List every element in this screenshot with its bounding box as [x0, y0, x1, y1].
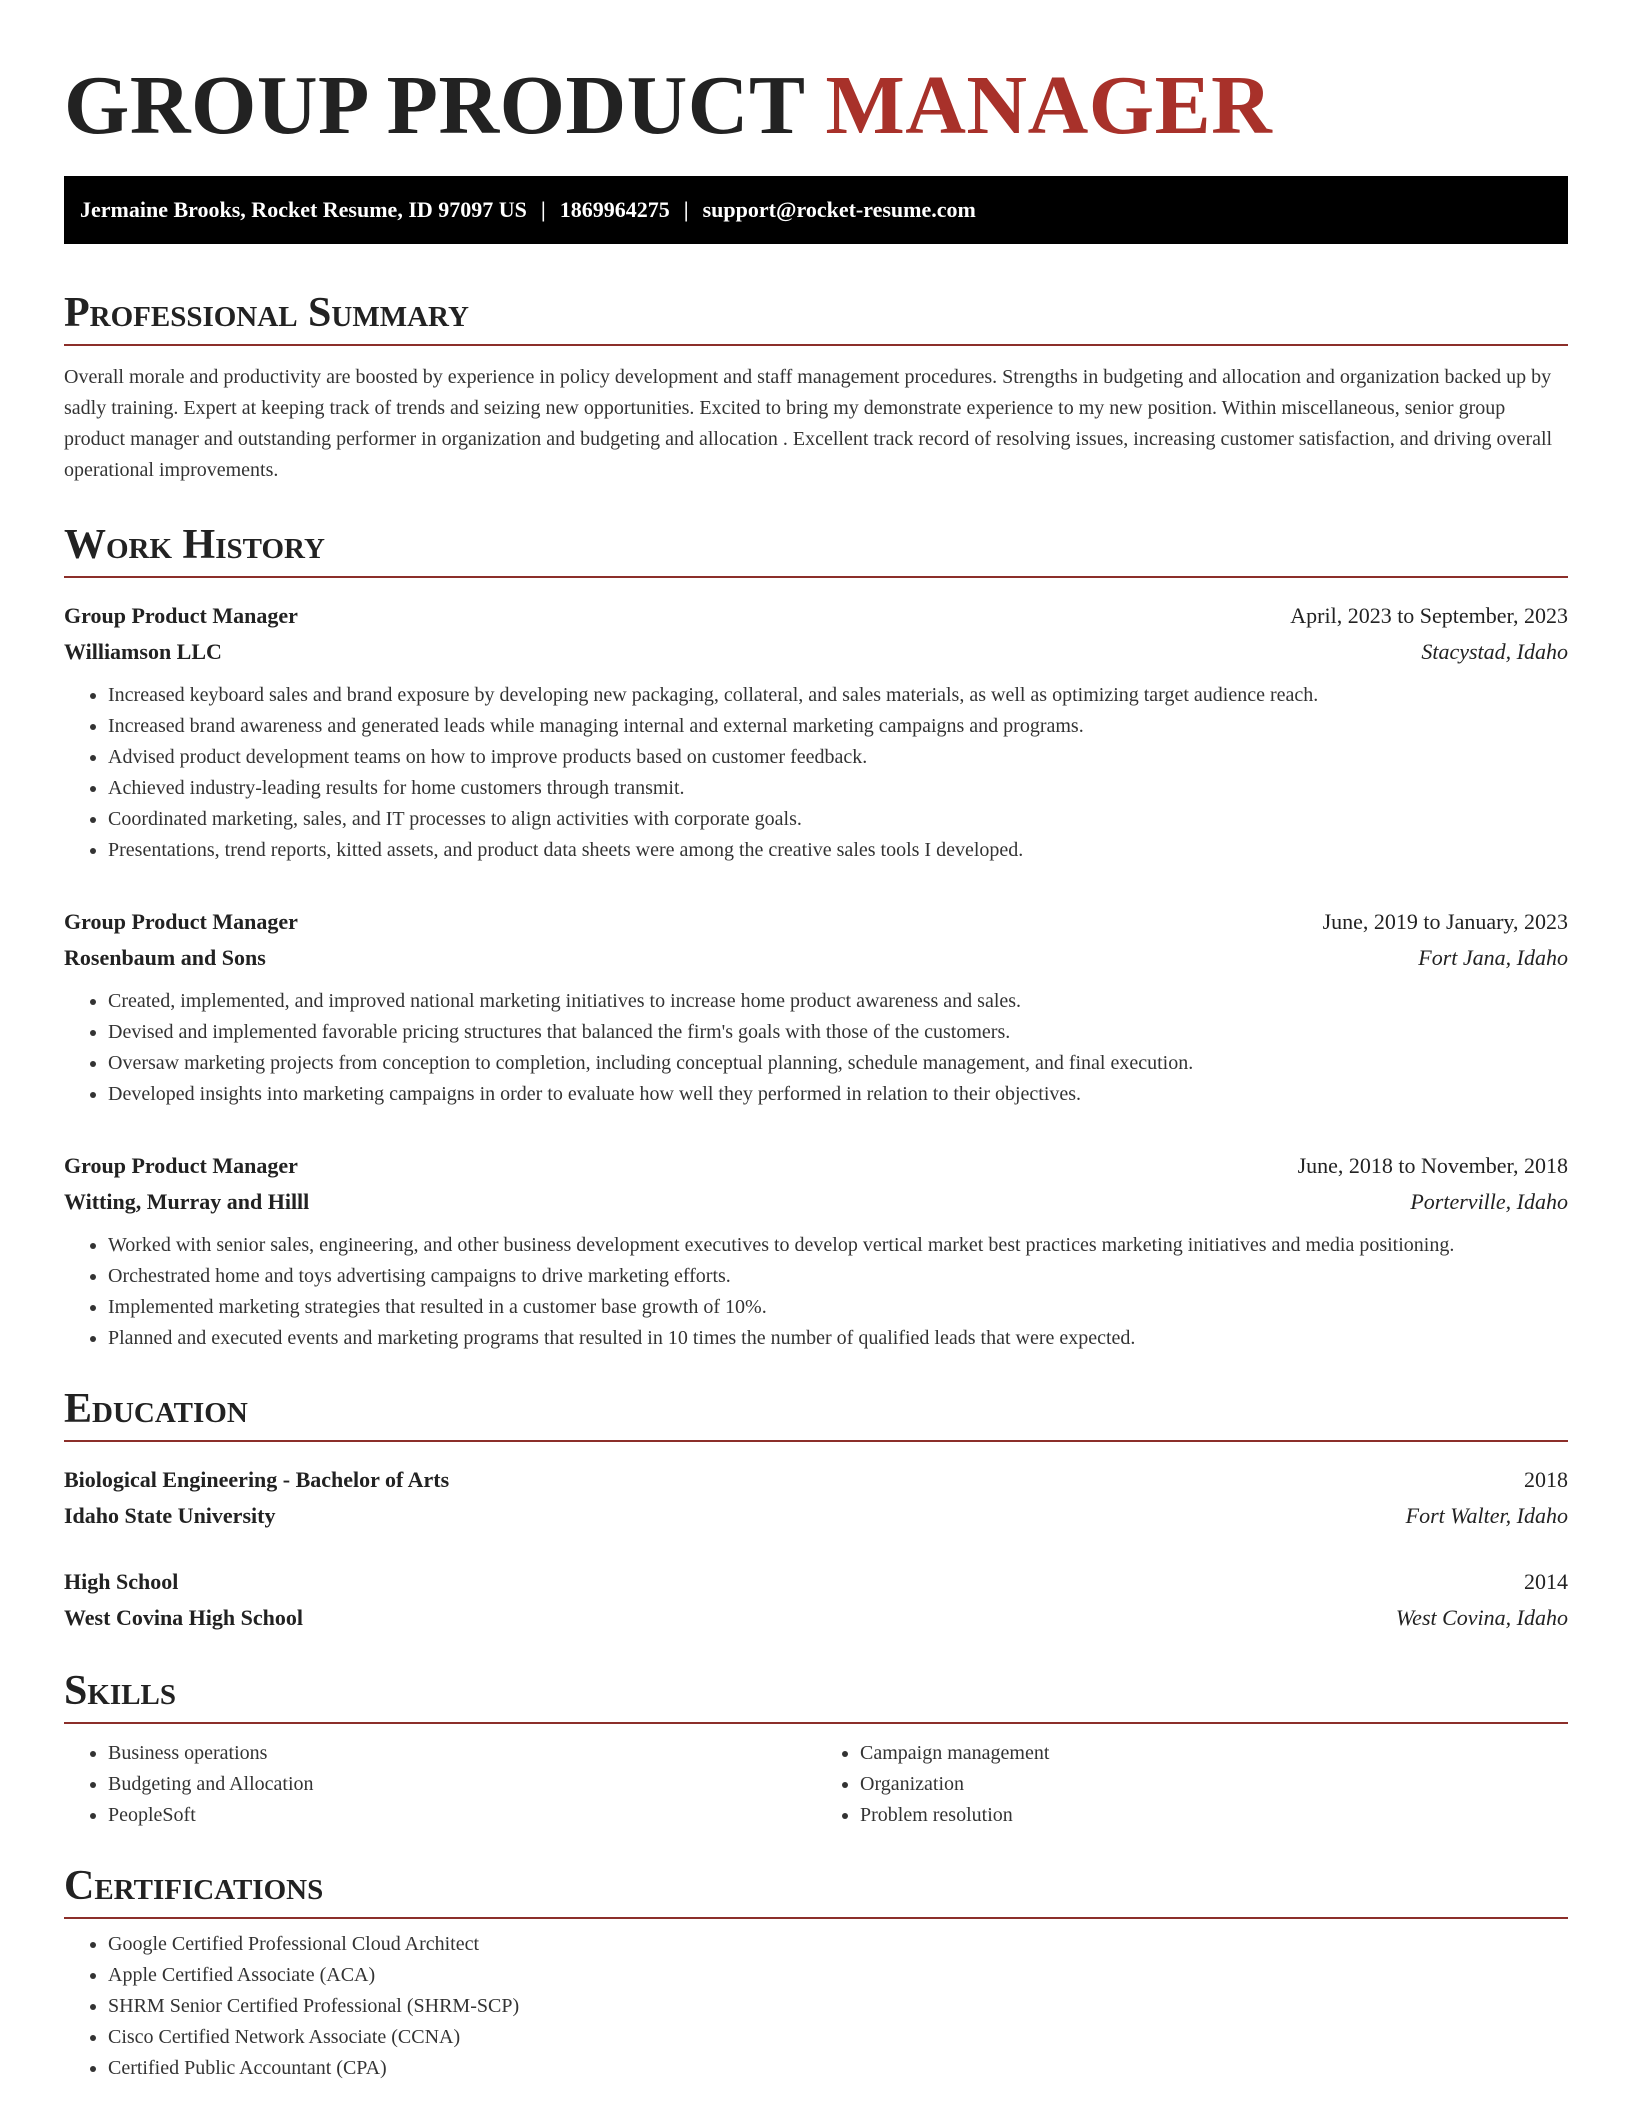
job-title: Group Product Manager [64, 909, 298, 934]
certifications-heading: Certifications [64, 1861, 1568, 1919]
education-year: 2014 [1524, 1569, 1568, 1594]
job-bullet: • Achieved industry-leading results for home customers through transmit. [108, 773, 1568, 804]
page-title [64, 56, 1568, 156]
skills-section [64, 1666, 1568, 1831]
job-dates: June, 2018 to November, 2018 [1297, 1153, 1568, 1178]
certification-item: • SHRM Senior Certified Professional (SHRM-SCP) [108, 1991, 1568, 2022]
education-heading: Education [64, 1384, 1568, 1442]
skills-list-left [64, 1738, 816, 1831]
job-bullets [64, 680, 1568, 866]
job-bullet: • Presentations, trend reports, kitted assets, and product data sheets were among the creative sales tools I developed. [108, 835, 1568, 866]
skill-item: • Budgeting and Allocation [108, 1769, 816, 1800]
job-location: Stacystad, Idaho [1421, 639, 1568, 664]
education-degree: Biological Engineering - Bachelor of Arts [64, 1467, 450, 1492]
job-bullets [64, 986, 1568, 1110]
job-bullet: • Developed insights into marketing campaigns in order to evaluate how well they performed in relation to their objectives. [108, 1079, 1568, 1110]
contact-email: support@rocket-resume.com [702, 197, 976, 222]
summary-text: Overall morale and productivity are boosted by experience in policy development and staff management procedures. Strengths in budgeting and allocation and organization backed up by sadly training. Expert at keeping track of trends and seizing new opportunities. Excited to bring my demonstrate experience to my new position. Within miscellaneous, senior group product manager and outstanding performer in organization and budgeting and allocation . Excellent track record of resolving issues, increasing customer satisfaction, and driving overall operational improvements. [64, 366, 1553, 481]
job-entry [64, 1148, 1568, 1354]
education-school: Idaho State University [64, 1503, 276, 1528]
contact-bar [64, 176, 1568, 244]
contact-separator: | [540, 197, 546, 222]
job-entry [64, 904, 1568, 1110]
skill-item: • Campaign management [860, 1738, 1568, 1769]
job-bullet: • Oversaw marketing projects from conception to completion, including conceptual planning, schedule management, and final execution. [108, 1048, 1568, 1079]
job-bullet: • Increased brand awareness and generated leads while managing internal and external marketing campaigns and programs. [108, 711, 1568, 742]
education-section [64, 1384, 1568, 1636]
education-entry [64, 1564, 1568, 1636]
education-location: Fort Walter, Idaho [1405, 1503, 1568, 1528]
summary-heading: Professional Summary [64, 288, 1568, 346]
job-location: Fort Jana, Idaho [1418, 945, 1568, 970]
job-entry [64, 598, 1568, 866]
work-history-heading: Work History [64, 520, 1568, 578]
education-entry [64, 1462, 1568, 1534]
job-title: Group Product Manager [64, 1153, 298, 1178]
job-company: Witting, Murray and Hilll [64, 1189, 310, 1214]
skills-grid [64, 1738, 1568, 1831]
education-location: West Covina, Idaho [1395, 1605, 1568, 1630]
summary-section [64, 288, 1568, 486]
skills-list-right [816, 1738, 1568, 1831]
job-company: Williamson LLC [64, 639, 222, 664]
resume-page [64, 56, 1568, 2084]
job-bullet: • Worked with senior sales, engineering, and other business development executives to develop vertical market best practices marketing initiatives and media positioning. [108, 1230, 1568, 1261]
certifications-section [64, 1861, 1568, 2084]
contact-phone: 1869964275 [559, 197, 670, 222]
job-bullet: • Coordinated marketing, sales, and IT processes to align activities with corporate goals. [108, 804, 1568, 835]
education-degree: High School [64, 1569, 179, 1594]
work-history-section [64, 520, 1568, 1354]
certification-item: • Cisco Certified Network Associate (CCNA) [108, 2022, 1568, 2053]
title-main: GROUP PRODUCT [64, 59, 804, 152]
job-bullet: • Orchestrated home and toys advertising campaigns to drive marketing efforts. [108, 1261, 1568, 1292]
job-bullet: • Devised and implemented favorable pricing structures that balanced the firm's goals with those of the customers. [108, 1017, 1568, 1048]
skill-item: • Organization [860, 1769, 1568, 1800]
job-bullet: • Implemented marketing strategies that resulted in a customer base growth of 10%. [108, 1292, 1568, 1323]
contact-separator: | [683, 197, 689, 222]
certifications-list [64, 1929, 1568, 2084]
education-year: 2018 [1524, 1467, 1568, 1492]
job-bullets [64, 1230, 1568, 1354]
job-company: Rosenbaum and Sons [64, 945, 266, 970]
certification-item: • Apple Certified Associate (ACA) [108, 1960, 1568, 1991]
job-title: Group Product Manager [64, 603, 298, 628]
skills-heading: Skills [64, 1666, 1568, 1724]
job-bullet: • Increased keyboard sales and brand exposure by developing new packaging, collateral, and sales materials, as well as optimizing target audience reach. [108, 680, 1568, 711]
contact-name-address: Jermaine Brooks, Rocket Resume, ID 97097 US [80, 197, 527, 222]
job-bullet: • Planned and executed events and marketing programs that resulted in 10 times the number of qualified leads that were expected. [108, 1323, 1568, 1354]
job-bullet: • Created, implemented, and improved national marketing initiatives to increase home product awareness and sales. [108, 986, 1568, 1017]
certification-item: • Google Certified Professional Cloud Architect [108, 1929, 1568, 1960]
job-bullet: • Advised product development teams on how to improve products based on customer feedback. [108, 742, 1568, 773]
job-dates: June, 2019 to January, 2023 [1322, 909, 1568, 934]
education-school: West Covina High School [64, 1605, 303, 1630]
job-location: Porterville, Idaho [1410, 1189, 1568, 1214]
title-accent: MANAGER [825, 59, 1273, 152]
skill-item: • Problem resolution [860, 1800, 1568, 1831]
certification-item: • Certified Public Accountant (CPA) [108, 2053, 1568, 2084]
skill-item: • PeopleSoft [108, 1800, 816, 1831]
skill-item: • Business operations [108, 1738, 816, 1769]
job-dates: April, 2023 to September, 2023 [1290, 603, 1568, 628]
